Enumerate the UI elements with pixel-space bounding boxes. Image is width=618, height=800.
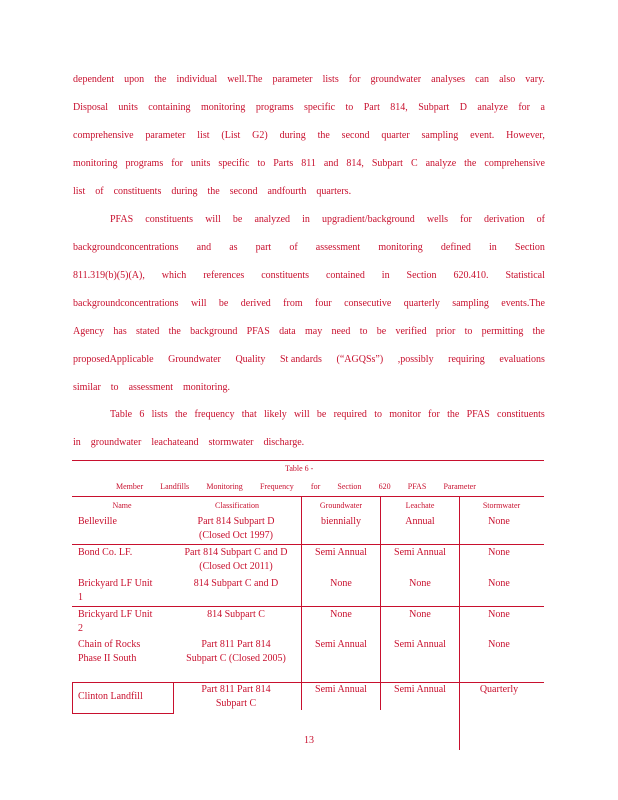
text-word: sampling: [421, 130, 459, 141]
text-word: be: [218, 298, 229, 309]
text-word: in: [381, 270, 390, 281]
text-word: PFAS: [466, 409, 490, 420]
text-word: stormwater: [208, 437, 254, 448]
text-word: from: [283, 298, 303, 309]
text-word: Quality: [235, 354, 266, 365]
header-stormwater: Stormwater: [482, 501, 521, 510]
text-word: quarterly: [403, 298, 440, 309]
text-word: programs: [255, 102, 294, 113]
text-word: analyze: [477, 102, 508, 113]
text-word: G2): [252, 130, 268, 141]
row-1-leachate: Annual: [405, 516, 435, 527]
text-word: monitoring.: [183, 382, 230, 393]
row-1-groundwater: biennially: [321, 516, 361, 527]
text-word: four: [315, 298, 332, 309]
text-word: dependent: [73, 74, 115, 85]
text-word: PFAS: [110, 214, 134, 225]
text-word: However,: [506, 130, 545, 141]
text-word: evaluations: [499, 354, 545, 365]
text-word: the: [532, 326, 545, 337]
text-word: to: [374, 409, 382, 420]
row-5-name: Chain of Rocks Phase II South: [78, 639, 141, 664]
row-3-leachate: None: [409, 578, 431, 589]
text-line: [73, 354, 545, 365]
row-5-leachate: Semi Annual: [394, 639, 446, 650]
text-word: quarters.: [316, 186, 352, 197]
text-word: specific: [304, 102, 336, 113]
text-word: Subpart: [371, 158, 403, 169]
caption-word: Member: [116, 482, 144, 491]
text-word: the: [317, 130, 330, 141]
row-5-groundwater: Semi Annual: [315, 639, 367, 650]
table-caption-title: Table 6 -: [285, 464, 314, 473]
text-word: monitor: [389, 409, 421, 420]
text-word: lists: [151, 409, 168, 420]
text-word: 811: [301, 158, 316, 169]
text-word: defined: [440, 242, 471, 253]
text-word: be: [232, 214, 243, 225]
text-line: [73, 298, 545, 309]
text-word: required: [333, 409, 367, 420]
caption-word: Section: [337, 482, 362, 491]
text-word: Subpart: [418, 102, 450, 113]
text-word: frequency: [194, 409, 235, 420]
text-word: PFAS: [246, 326, 270, 337]
text-word: data: [279, 326, 296, 337]
text-word: comprehensive: [73, 130, 134, 141]
text-word: to: [345, 102, 354, 113]
text-word: likely: [264, 409, 287, 420]
text-word: background: [190, 326, 238, 337]
text-word: will: [294, 409, 310, 420]
row-6-stormwater: Quarterly: [479, 684, 519, 695]
text-word: of: [536, 214, 545, 225]
caption-word: Monitoring: [206, 482, 243, 491]
text-word: containing: [148, 102, 191, 113]
text-word: Disposal: [73, 102, 108, 113]
table-caption-subtitle: [116, 482, 476, 491]
row-4-stormwater: None: [488, 609, 510, 620]
text-word: derived: [240, 298, 271, 309]
row-3-stormwater: None: [488, 578, 510, 589]
text-word: need: [331, 326, 351, 337]
caption-word: 620: [378, 482, 391, 491]
text-word: in: [489, 242, 497, 253]
text-word: 814,: [390, 102, 408, 113]
row-2-groundwater: Semi Annual: [315, 547, 367, 558]
text-word: backgroundconcentrations: [73, 298, 179, 309]
text-word: for: [348, 74, 361, 85]
text-word: to: [464, 326, 473, 337]
text-word: in: [302, 214, 310, 225]
text-word: units: [118, 102, 138, 113]
text-word: for: [518, 102, 531, 113]
text-word: well.The: [227, 74, 263, 85]
text-word: during: [171, 186, 198, 197]
text-word: Table: [110, 409, 133, 420]
text-word: analyzed: [254, 214, 291, 225]
header-groundwater: Groundwater: [319, 501, 363, 510]
text-line: [73, 74, 545, 85]
row-2-classification: Part 814 Subpart C and D (Closed Oct 2011): [184, 547, 288, 572]
row-2-stormwater: None: [488, 547, 510, 558]
text-word: of: [95, 186, 104, 197]
text-word: will: [205, 214, 221, 225]
page-number: 13: [304, 735, 314, 746]
row-2-name: Bond Co. LF.: [78, 547, 133, 558]
text-word: that: [241, 409, 257, 420]
text-word: will: [190, 298, 207, 309]
text-word: may: [305, 326, 323, 337]
text-word: constituents: [497, 409, 545, 420]
row-5-classification: Part 811 Part 814 Subpart C (Closed 2005): [186, 639, 286, 664]
text-word: list: [73, 186, 86, 197]
text-word: 620.410.: [453, 270, 489, 281]
text-word: to: [359, 326, 368, 337]
text-word: 814,: [346, 158, 364, 169]
text-word: discharge.: [263, 437, 305, 448]
header-name: Name: [112, 501, 132, 510]
text-word: Agency: [73, 326, 105, 337]
row-3-groundwater: None: [330, 578, 352, 589]
text-word: Parts: [273, 158, 294, 169]
text-word: backgroundconcentrations: [73, 242, 179, 253]
text-line: [73, 130, 545, 141]
text-word: specific: [218, 158, 250, 169]
text-line: [73, 102, 545, 113]
text-word: comprehensive: [484, 158, 545, 169]
text-word: andfourth: [267, 186, 307, 197]
caption-word: PFAS: [407, 482, 427, 491]
text-word: C: [410, 158, 418, 169]
header-classification: Classification: [215, 501, 259, 510]
text-word: monitoring: [200, 102, 246, 113]
text-word: the: [447, 409, 460, 420]
text-word: 811.319(b)(5)(A),: [73, 270, 145, 281]
text-word: requiring: [448, 354, 485, 365]
text-word: part: [255, 242, 272, 253]
text-word: groundwater: [90, 437, 142, 448]
text-word: consecutive: [344, 298, 392, 309]
text-word: sampling: [452, 298, 489, 309]
text-word: constituents: [113, 186, 162, 197]
text-word: second: [229, 186, 258, 197]
text-word: can: [475, 74, 490, 85]
row-4-name: Brickyard LF Unit 2: [78, 609, 153, 634]
row-3-classification: 814 Subpart C and D: [193, 578, 279, 589]
text-word: verified: [395, 326, 427, 337]
text-word: analyses: [431, 74, 466, 85]
text-word: parameter: [272, 74, 313, 85]
text-word: be: [376, 326, 387, 337]
text-word: Groundwater: [168, 354, 221, 365]
text-word: to: [257, 158, 266, 169]
row-4-leachate: None: [409, 609, 431, 620]
text-word: the: [154, 74, 167, 85]
caption-word: Landfills: [160, 482, 190, 491]
caption-word: Frequency: [259, 482, 294, 491]
header-leachate: Leachate: [405, 501, 435, 510]
text-line: [73, 437, 545, 448]
text-word: vary.: [525, 74, 545, 85]
text-line: [110, 214, 545, 225]
caption-word: Parameter: [443, 482, 476, 491]
row-4-classification: 814 Subpart C: [207, 609, 265, 620]
text-word: assessment: [315, 242, 361, 253]
text-word: (List: [221, 130, 241, 141]
text-word: D: [459, 102, 467, 113]
text-word: monitoring: [73, 158, 118, 169]
caption-word: for: [310, 482, 321, 491]
text-word: St andards: [280, 354, 322, 365]
text-word: be: [316, 409, 327, 420]
text-word: Section: [514, 242, 545, 253]
text-word: the: [207, 186, 220, 197]
text-word: events.The: [501, 298, 545, 309]
row-4-groundwater: None: [330, 609, 352, 620]
text-word: lists: [322, 74, 339, 85]
text-word: Part: [363, 102, 380, 113]
text-word: event.: [470, 130, 495, 141]
text-word: has: [113, 326, 127, 337]
text-word: of: [289, 242, 298, 253]
text-word: upgradient/background: [322, 214, 415, 225]
row-6-classification: Part 811 Part 814 Subpart C: [201, 684, 271, 709]
text-word: stated: [136, 326, 160, 337]
text-line: [73, 382, 545, 393]
text-word: prior: [435, 326, 456, 337]
text-word: individual: [176, 74, 218, 85]
text-word: ,possibly: [397, 354, 434, 365]
text-word: analyze: [425, 158, 457, 169]
text-word: (“AGQSs”): [336, 354, 384, 365]
row-1-name: Belleville: [78, 516, 117, 527]
text-word: assessment: [128, 382, 174, 393]
row-6-groundwater: Semi Annual: [315, 684, 367, 695]
text-line: [73, 158, 545, 169]
text-word: programs: [125, 158, 164, 169]
text-line: [73, 270, 545, 281]
text-word: proposedApplicable: [73, 354, 154, 365]
text-word: wells: [426, 214, 449, 225]
text-word: constituents: [145, 214, 194, 225]
row-2-leachate: Semi Annual: [394, 547, 446, 558]
text-word: Statistical: [505, 270, 545, 281]
row-5-stormwater: None: [488, 639, 510, 650]
text-word: constituents: [261, 270, 310, 281]
text-word: leachateand: [151, 437, 199, 448]
text-word: list: [197, 130, 210, 141]
row-6-name: Clinton Landfill: [78, 691, 143, 702]
text-word: similar: [73, 382, 101, 393]
text-word: the: [168, 326, 181, 337]
text-word: and: [196, 242, 212, 253]
text-word: for: [428, 409, 440, 420]
text-word: a: [540, 102, 545, 113]
text-word: for: [171, 158, 183, 169]
monitoring-frequency-table: [72, 460, 544, 714]
row-1-stormwater: None: [488, 516, 510, 527]
text-word: and: [323, 158, 339, 169]
text-line: [110, 409, 545, 420]
text-line: [73, 242, 545, 253]
text-word: in: [73, 437, 81, 448]
text-word: upon: [124, 74, 145, 85]
text-word: also: [499, 74, 516, 85]
text-line: [73, 186, 545, 197]
row-6-leachate: Semi Annual: [394, 684, 446, 695]
text-word: parameter: [145, 130, 186, 141]
text-word: derivation: [483, 214, 525, 225]
text-word: contained: [325, 270, 365, 281]
text-line: [73, 326, 545, 337]
row-3-name: Brickyard LF Unit 1: [78, 578, 153, 603]
text-word: groundwater: [370, 74, 422, 85]
text-word: as: [229, 242, 238, 253]
text-word: permitting: [481, 326, 524, 337]
text-word: the: [175, 409, 188, 420]
text-word: monitoring: [378, 242, 423, 253]
text-word: to: [110, 382, 119, 393]
text-word: for: [460, 214, 472, 225]
text-word: second: [341, 130, 370, 141]
row-1-classification: Part 814 Subpart D (Closed Oct 1997): [197, 516, 275, 541]
text-word: 6: [139, 409, 145, 420]
text-word: quarter: [381, 130, 410, 141]
text-word: units: [190, 158, 211, 169]
text-word: references: [203, 270, 245, 281]
text-word: the: [464, 158, 477, 169]
text-word: which: [161, 270, 187, 281]
text-word: Section: [406, 270, 437, 281]
text-word: during: [279, 130, 306, 141]
